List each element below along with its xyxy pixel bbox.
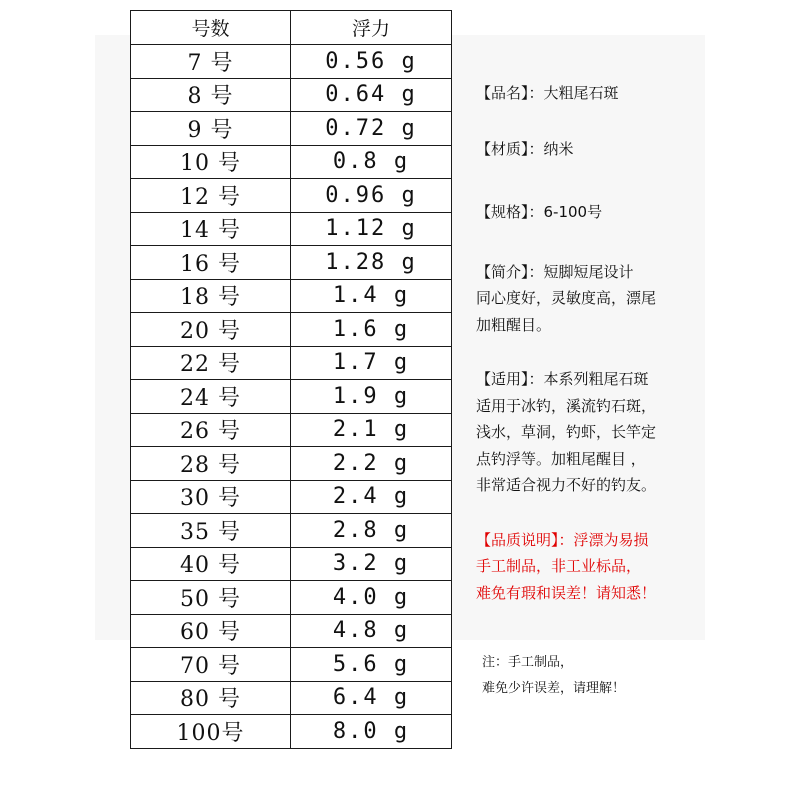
buoyancy-cell: 1.6 g — [291, 313, 452, 347]
buoyancy-cell: 2.1 g — [291, 413, 452, 447]
table-row — [131, 547, 452, 581]
table-row — [131, 413, 452, 447]
product-material — [476, 136, 716, 163]
table-row — [131, 715, 452, 749]
buoyancy-cell: 8.0 g — [291, 715, 452, 749]
product-intro — [476, 259, 716, 339]
table-row — [131, 246, 452, 280]
quality-line: 手工制品，非工业标品， — [476, 557, 642, 575]
buoyancy-cell: 0.72 g — [291, 112, 452, 146]
size-cell: 22 号 — [131, 346, 291, 380]
size-cell: 7 号 — [131, 45, 291, 79]
buoyancy-cell: 3.2 g — [291, 547, 452, 581]
table-row — [131, 313, 452, 347]
header-size: 号数 — [131, 11, 291, 45]
table-row — [131, 380, 452, 414]
size-cell: 26 号 — [131, 413, 291, 447]
size-cell: 40 号 — [131, 547, 291, 581]
table-row — [131, 45, 452, 79]
size-cell: 9 号 — [131, 112, 291, 146]
table-row — [131, 212, 452, 246]
buoyancy-table — [130, 10, 452, 749]
table-row — [131, 648, 452, 682]
usage-line: 点钓浮等。加粗尾醒目 ， — [476, 449, 646, 468]
product-name-text: 【品名】：大粗尾石斑 — [476, 84, 619, 102]
table-row — [131, 514, 452, 548]
size-cell: 28 号 — [131, 447, 291, 481]
size-cell: 8 号 — [131, 78, 291, 112]
quality-line: 难免有瑕和误差！请知悉！ — [476, 583, 657, 602]
usage-line: 浅水，草洞，钓虾，长竿定 — [476, 423, 657, 441]
size-cell: 14 号 — [131, 212, 291, 246]
table-header-row — [131, 11, 452, 45]
table-row — [131, 145, 452, 179]
buoyancy-cell: 1.4 g — [291, 279, 452, 313]
table-row — [131, 279, 452, 313]
product-info — [476, 80, 716, 606]
size-cell: 18 号 — [131, 279, 291, 313]
product-spec-text: 【规格】：6-100号 — [476, 203, 603, 221]
buoyancy-cell: 4.0 g — [291, 581, 452, 615]
note-line: 注：手工制品， — [482, 655, 574, 670]
intro-line: 同心度好，灵敏度高，漂尾 — [476, 289, 657, 307]
table-row — [131, 346, 452, 380]
header-buoyancy: 浮力 — [291, 11, 452, 45]
buoyancy-cell: 4.8 g — [291, 614, 452, 648]
size-cell: 60 号 — [131, 614, 291, 648]
product-spec — [476, 199, 716, 226]
table-body — [131, 45, 452, 749]
buoyancy-cell: 2.4 g — [291, 480, 452, 514]
buoyancy-cell: 5.6 g — [291, 648, 452, 682]
buoyancy-cell: 1.12 g — [291, 212, 452, 246]
size-cell: 100号 — [131, 715, 291, 749]
table-row — [131, 581, 452, 615]
buoyancy-cell: 0.8 g — [291, 145, 452, 179]
table-row — [131, 179, 452, 213]
buoyancy-cell: 0.64 g — [291, 78, 452, 112]
handmade-note — [482, 650, 625, 702]
usage-line: 非常适合视力不好的钓友。 — [476, 476, 657, 494]
quality-notice — [476, 527, 716, 607]
quality-line: 【品质说明】：浮漂为易损 — [476, 530, 649, 549]
size-cell: 16 号 — [131, 246, 291, 280]
note-line: 难免少许误差，请理解！ — [482, 681, 626, 696]
buoyancy-cell: 0.96 g — [291, 179, 452, 213]
size-cell: 30 号 — [131, 480, 291, 514]
buoyancy-cell: 1.28 g — [291, 246, 452, 280]
buoyancy-cell: 1.7 g — [291, 346, 452, 380]
table-row — [131, 681, 452, 715]
size-cell: 20 号 — [131, 313, 291, 347]
buoyancy-cell: 6.4 g — [291, 681, 452, 715]
table-row — [131, 614, 452, 648]
table-row — [131, 78, 452, 112]
product-name — [476, 80, 716, 107]
size-cell: 50 号 — [131, 581, 291, 615]
intro-line: 【简介】：短脚短尾设计 — [476, 262, 634, 281]
table-row — [131, 447, 452, 481]
buoyancy-cell: 2.2 g — [291, 447, 452, 481]
usage-line: 【适用】：本系列粗尾石斑 — [476, 370, 649, 388]
size-cell: 10 号 — [131, 145, 291, 179]
table-row — [131, 112, 452, 146]
intro-line: 加粗醒目。 — [476, 315, 552, 334]
size-cell: 70 号 — [131, 648, 291, 682]
table-row — [131, 480, 452, 514]
size-cell: 12 号 — [131, 179, 291, 213]
size-cell: 24 号 — [131, 380, 291, 414]
product-material-text: 【材质】：纳米 — [476, 139, 574, 158]
buoyancy-cell: 1.9 g — [291, 380, 452, 414]
buoyancy-cell: 0.56 g — [291, 45, 452, 79]
buoyancy-cell: 2.8 g — [291, 514, 452, 548]
usage-line: 适用于冰钓，溪流钓石斑， — [476, 396, 657, 415]
size-cell: 35 号 — [131, 514, 291, 548]
product-usage — [476, 366, 716, 499]
size-cell: 80 号 — [131, 681, 291, 715]
